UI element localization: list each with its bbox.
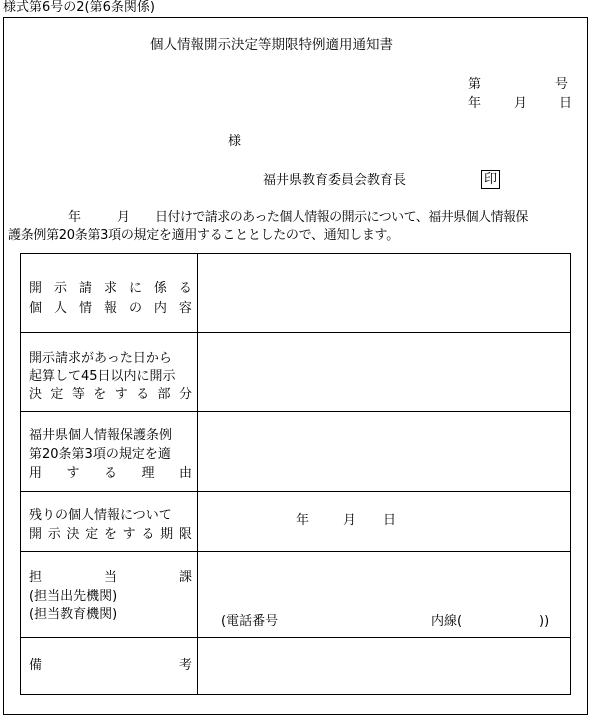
row-label: [21, 638, 198, 694]
table-row-request-content: [20, 253, 571, 333]
body-month: 月: [117, 210, 131, 225]
row-label: [21, 492, 198, 551]
deadline-day: 日: [383, 513, 397, 528]
row-label-line: 福井県個人情報保護条例: [29, 428, 173, 443]
row-label-line: 残りの個人情報について: [29, 508, 172, 523]
row-label-line: 担 当 課: [29, 570, 192, 585]
table-row-partial-decision: [20, 332, 571, 412]
deadline-year: 年: [296, 513, 310, 528]
row-label-line: 第20条第3項の規定を適: [29, 447, 171, 462]
seal-mark: 印: [481, 170, 500, 189]
row-label-line: 備 考: [29, 658, 192, 673]
row-label-line: (担当教育機関): [29, 607, 118, 622]
form-number: 様式第6号の2(第6条関係): [3, 0, 155, 15]
row-label: [21, 333, 198, 411]
phone-label: (電話番号: [221, 614, 279, 629]
row-label-line: 決 定 等 を す る 部 分: [29, 387, 192, 402]
doc-number-dai: 第: [468, 77, 482, 92]
table-row-deadline: [20, 491, 571, 552]
row-label-line: 起算して45日以内に開示: [29, 369, 176, 384]
row-label: [21, 254, 198, 332]
body-text-line2: 護条例第20条第3項の規定を適用することとしたので、通知します。: [8, 228, 399, 243]
row-label-line: 開示請求があった日から: [29, 351, 172, 366]
issuer-name: 福井県教育委員会教育長: [263, 173, 407, 188]
row-label-line: (担当出先機関): [29, 589, 118, 604]
doc-date-month: 月: [514, 96, 528, 111]
row-label: [21, 552, 198, 637]
row-label-line: 開 示 請 求 に 係 る: [29, 281, 192, 296]
row-label-line: 開 示 決 定 を す る 期 限: [29, 527, 192, 542]
addressee-suffix: 様: [228, 134, 242, 149]
table-row-remarks: [20, 637, 571, 695]
phone-close: )): [539, 614, 550, 629]
row-label-line: 個 人 情 報 の 内 容: [29, 301, 192, 316]
doc-number-go: 号: [555, 77, 569, 92]
body-text-line1: 日付けで請求のあった個人情報の開示について、福井県個人情報保: [155, 210, 528, 225]
body-year: 年: [68, 210, 82, 225]
table-row-department: [20, 551, 571, 638]
row-label-line: 用 す る 理 由: [29, 466, 192, 481]
doc-date-year: 年: [468, 96, 482, 111]
table-row-reason: [20, 411, 571, 492]
doc-date-day: 日: [559, 96, 573, 111]
row-label: [21, 412, 198, 491]
deadline-month: 月: [343, 513, 357, 528]
document-title: 個人情報開示決定等期限特例適用通知書: [150, 37, 393, 53]
extension-label: 内線(: [431, 614, 463, 629]
